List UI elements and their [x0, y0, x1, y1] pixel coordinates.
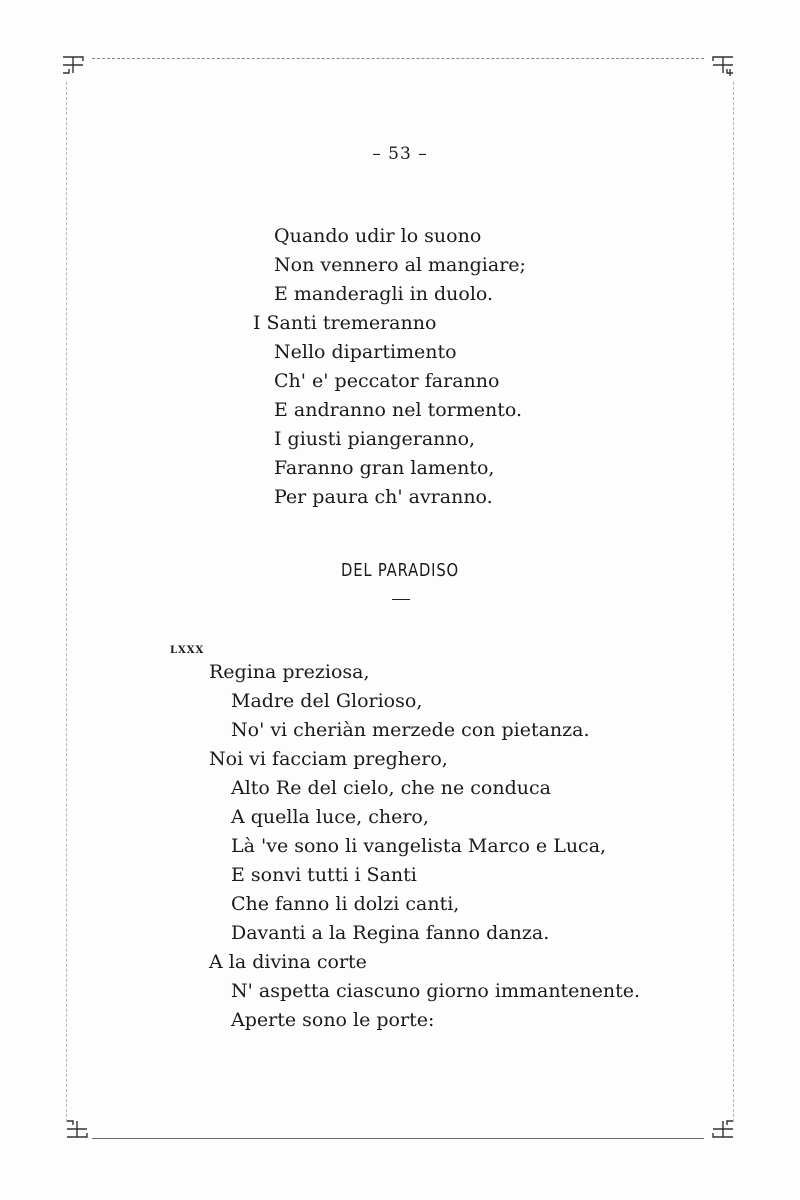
verse-line: A la divina corte: [209, 951, 367, 973]
verse-line: I Santi tremeranno: [253, 312, 437, 334]
verse-line: Noi vi facciam preghero,: [209, 748, 448, 770]
corner-ornament-icon: [710, 1116, 736, 1142]
verse-line: Ch' e' peccator faranno: [274, 370, 500, 392]
verse-line: Per paura ch' avranno.: [274, 486, 493, 508]
frame-rule-right: [733, 82, 734, 1122]
heading-dash: [392, 599, 410, 600]
verse-line: I giusti piangeranno,: [274, 428, 476, 450]
verse-line: No' vi cheriàn merzede con pietanza.: [231, 719, 590, 741]
verse-line: Faranno gran lamento,: [274, 457, 495, 479]
corner-ornament-icon: [60, 52, 86, 78]
verse-line: N' aspetta ciascuno giorno immantenente.: [231, 980, 641, 1002]
verse-line: E andranno nel tormento.: [274, 399, 523, 421]
poem-number: LXXX: [170, 645, 205, 656]
verse-line: E manderagli in duolo.: [274, 283, 494, 305]
frame-rule-top: [92, 58, 704, 59]
corner-ornament-icon: [710, 52, 736, 78]
verse-line: Non vennero al mangiare;: [274, 254, 526, 276]
verse-line: Nello dipartimento: [274, 341, 457, 363]
verse-line: E sonvi tutti i Santi: [231, 864, 417, 886]
verse-line: Che fanno li dolzi canti,: [231, 893, 460, 915]
verse-line: Davanti a la Regina fanno danza.: [231, 922, 550, 944]
verse-line: Là 've sono li vangelista Marco e Luca,: [231, 835, 607, 857]
section-heading: DEL PARADISO: [341, 560, 459, 581]
frame-rule-left: [66, 82, 67, 1122]
page-number: – 53 –: [372, 144, 428, 164]
verse-line: Madre del Glorioso,: [231, 690, 423, 712]
verse-line: Regina preziosa,: [209, 661, 370, 683]
verse-line: Aperte sono le porte:: [231, 1009, 435, 1031]
verse-line: Alto Re del cielo, che ne conduca: [231, 777, 551, 799]
frame-rule-bottom: [92, 1138, 704, 1139]
verse-line: Quando udir lo suono: [274, 225, 482, 247]
verse-line: A quella luce, chero,: [231, 806, 429, 828]
corner-ornament-icon: [64, 1116, 90, 1142]
